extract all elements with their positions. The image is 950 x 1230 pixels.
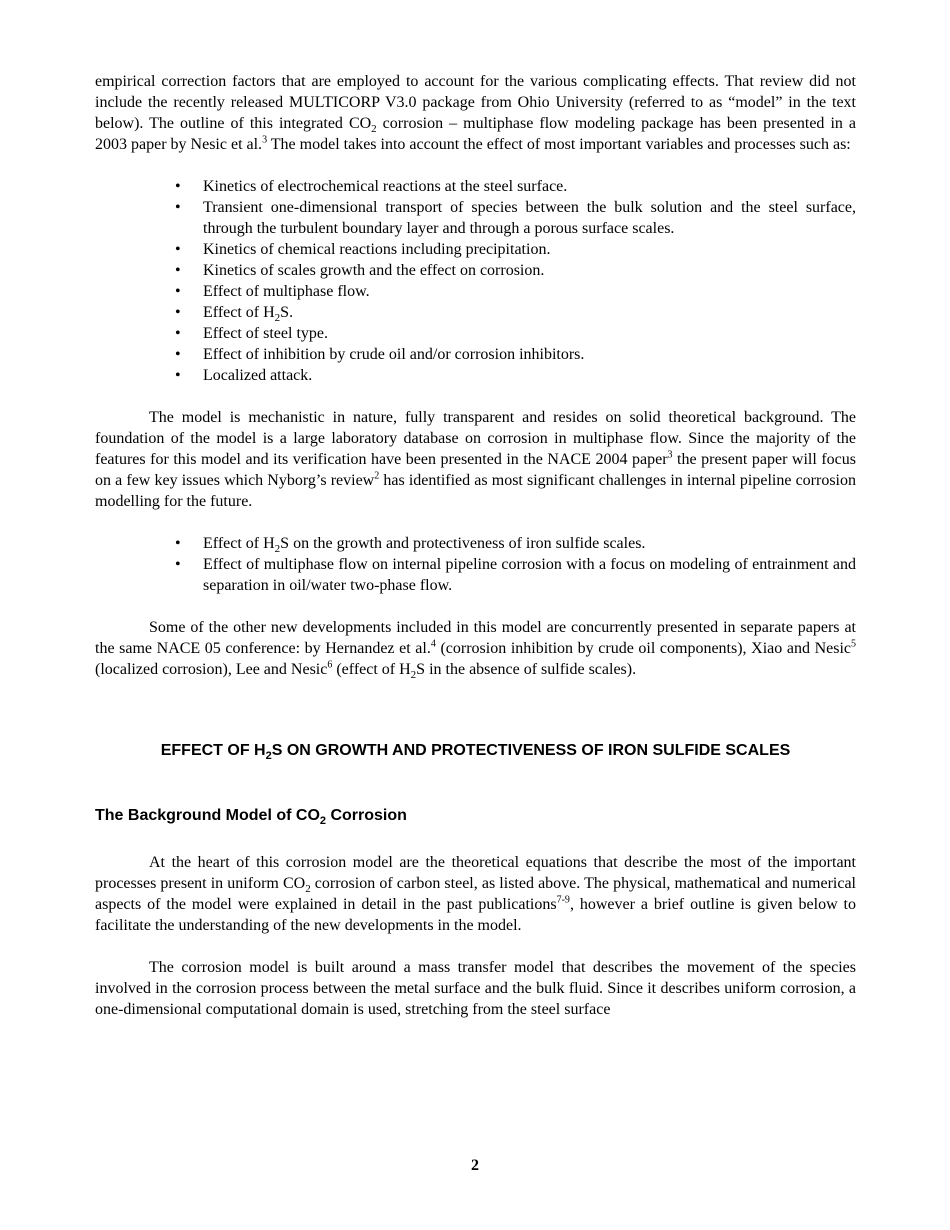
reference-superscript: 2 bbox=[374, 470, 380, 482]
model-paragraph bbox=[95, 407, 856, 512]
list-item-text: Effect of steel type. bbox=[203, 325, 328, 342]
reference-superscript: 4 bbox=[430, 638, 436, 650]
list-item-text: Effect of inhibition by crude oil and/or corrosion inhibitors. bbox=[203, 346, 585, 363]
list-item bbox=[175, 260, 856, 281]
list-item-text: S. bbox=[280, 304, 294, 321]
text: (effect of H bbox=[332, 661, 411, 678]
reference-superscript: 3 bbox=[667, 449, 673, 461]
text: The corrosion model is built around a mass transfer model that describes the movement of the species involved in the corrosion process between the metal surface and the bulk fluid. Since it describes uniform corrosion, a one-dimensional computational domain is used, stretching from the steel surface bbox=[95, 959, 856, 1018]
process-list bbox=[95, 176, 856, 386]
bullet-icon: • bbox=[175, 346, 181, 363]
text: The model is mechanistic in nature, fully transparent and resides on solid theoretical background. The foundation of the model is a large laboratory database on corrosion in multiphase flow. Since the majority of the features for this model and its verification have been presented in the NACE 2004 paper bbox=[95, 409, 856, 468]
list-item bbox=[175, 197, 856, 239]
reference-superscript: 6 bbox=[327, 659, 333, 671]
background-paragraph bbox=[95, 852, 856, 936]
list-item-text: Kinetics of electrochemical reactions at the steel surface. bbox=[203, 178, 568, 195]
intro-paragraph bbox=[95, 71, 856, 155]
developments-paragraph bbox=[95, 617, 856, 680]
section-heading bbox=[95, 740, 856, 761]
list-item-text: Transient one-dimensional transport of species between the bulk solution and the steel surface, through the turbulent boundary layer and through a porous surface scales. bbox=[203, 199, 856, 237]
list-item-text: Effect of multiphase flow. bbox=[203, 283, 370, 300]
list-item bbox=[175, 302, 856, 325]
subsection-heading bbox=[95, 805, 856, 826]
list-item-text: Kinetics of chemical reactions including precipitation. bbox=[203, 241, 551, 258]
bullet-icon: • bbox=[175, 262, 181, 279]
bullet-icon: • bbox=[175, 178, 181, 195]
list-item bbox=[175, 323, 856, 344]
reference-superscript: 7-9 bbox=[556, 894, 570, 906]
list-item-text: Kinetics of scales growth and the effect on corrosion. bbox=[203, 262, 545, 279]
page-number: 2 bbox=[471, 1157, 479, 1174]
list-item bbox=[175, 365, 856, 386]
bullet-icon: • bbox=[175, 199, 181, 216]
bullet-icon: • bbox=[175, 556, 181, 573]
page-body bbox=[95, 71, 856, 1020]
bullet-icon: • bbox=[175, 325, 181, 342]
text: corrosion – multiphase flow modeling package has been presented in a 2003 paper by Nesic et al. bbox=[95, 115, 856, 153]
text: EFFECT OF H bbox=[160, 742, 266, 759]
focus-list bbox=[95, 533, 856, 596]
list-item-text: Effect of multiphase flow on internal pipeline corrosion with a focus on modeling of entrainment and separation in oil/water two-phase flow. bbox=[203, 556, 856, 594]
subscript: 2 bbox=[410, 669, 417, 682]
reference-superscript: 3 bbox=[262, 134, 268, 146]
list-item bbox=[175, 176, 856, 197]
subscript: 2 bbox=[319, 815, 327, 828]
subscript: 2 bbox=[305, 883, 311, 896]
list-item bbox=[175, 344, 856, 365]
text: The Background Model of CO bbox=[95, 807, 320, 824]
text: , however a brief outline is given below to facilitate the understanding of the new developments in the model. bbox=[95, 896, 857, 934]
list-item-text: Localized attack. bbox=[203, 367, 313, 384]
list-item bbox=[175, 554, 856, 596]
text: the present paper will focus on a few key issues which Nyborg’s review bbox=[95, 451, 856, 489]
bullet-icon: • bbox=[175, 535, 181, 552]
list-item bbox=[175, 533, 856, 556]
text: S ON GROWTH AND PROTECTIVENESS OF IRON SULFIDE SCALES bbox=[271, 742, 791, 759]
mass-transfer-paragraph bbox=[95, 957, 856, 1020]
subscript: 2 bbox=[371, 123, 377, 136]
reference-superscript: 5 bbox=[851, 638, 857, 650]
text: The model takes into account the effect of most important variables and processes such as: bbox=[267, 136, 851, 153]
list-item-text: Effect of H bbox=[203, 304, 275, 321]
text: S in the absence of sulfide scales). bbox=[416, 661, 637, 678]
list-item-text: S on the growth and protectiveness of iron sulfide scales. bbox=[280, 535, 646, 552]
text: (corrosion inhibition by crude oil components), Xiao and Nesic bbox=[435, 640, 852, 657]
bullet-icon: • bbox=[175, 241, 181, 258]
list-item-text: Effect of H bbox=[203, 535, 275, 552]
list-item bbox=[175, 281, 856, 302]
text: corrosion of carbon steel, as listed above. The physical, mathematical and numerical aspects of the model were explained in detail in the past publications bbox=[95, 875, 856, 913]
text: Some of the other new developments included in this model are concurrently presented in separate papers at the same NACE 05 conference: by Hernandez et al. bbox=[95, 619, 856, 657]
text: (localized corrosion), Lee and Nesic bbox=[95, 661, 328, 678]
text: At the heart of this corrosion model are the theoretical equations that describe the most of the important processes present in uniform CO bbox=[95, 854, 856, 892]
bullet-icon: • bbox=[175, 367, 181, 384]
subscript: 2 bbox=[274, 312, 281, 325]
list-item bbox=[175, 239, 856, 260]
subscript: 2 bbox=[265, 750, 272, 763]
text: Corrosion bbox=[326, 807, 407, 824]
bullet-icon: • bbox=[175, 304, 181, 321]
text: empirical correction factors that are employed to account for the various complicating effects. That review did not include the recently released MULTICORP V3.0 package from Ohio University (referred to as “model” in the text below). The outline of this integrated CO bbox=[95, 73, 856, 132]
subscript: 2 bbox=[274, 543, 281, 556]
text: has identified as most significant challenges in internal pipeline corrosion modelling for the future. bbox=[95, 472, 857, 510]
bullet-icon: • bbox=[175, 283, 181, 300]
